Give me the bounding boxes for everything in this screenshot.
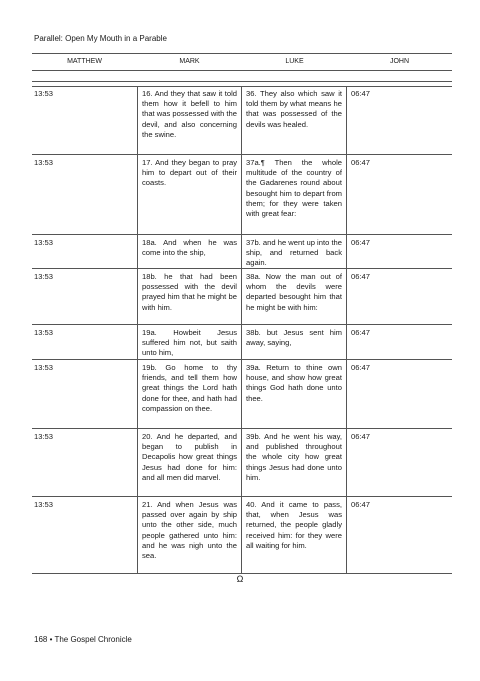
mark-verse: 16. And they that saw it told them how it befell to him that was possessed with the devil, and also concerning the swine. [137, 86, 242, 154]
john-ref: 06:47 [351, 432, 371, 441]
mark-verse: 19b. Go home to thy friends, and tell them how great things the Lord hath done for thee, and hath had compassion on thee. [137, 360, 242, 428]
mark-verse: 20. And he departed, and began to publish in Decapolis how great things Jesus had done for him: and all men did marvel. [137, 429, 242, 496]
matthew-ref: 13:53 [34, 500, 54, 509]
luke-verse: 39b. And he went his way, and published throughout the whole city how great things Jesus had done unto him. [242, 429, 347, 496]
john-ref: 06:47 [351, 500, 371, 509]
john-ref: 06:47 [351, 328, 371, 337]
matthew-ref: 13:53 [34, 328, 54, 337]
mark-verse: 17. And they began to pray him to depart out of their coasts. [137, 155, 242, 234]
column-header-john: JOHN [389, 58, 410, 65]
matthew-ref: 13:53 [34, 432, 54, 441]
mark-verse: 19a. Howbeit Jesus suffered him not, but saith unto him, [137, 325, 242, 361]
column-header-row [32, 53, 452, 71]
column-header-matthew: MATTHEW [67, 58, 102, 65]
mark-verse: 18b. he that had been possessed with the devil prayed him that he might be with him. [137, 269, 242, 324]
table-row [32, 155, 452, 235]
luke-verse: 37b. and he went up into the ship, and returned back again. [242, 235, 347, 271]
luke-verse: 38b. but Jesus sent him away, saying, [242, 325, 347, 361]
luke-verse: 39a. Return to thine own house, and show how great things God hath done unto thee. [242, 360, 347, 428]
john-ref: 06:47 [351, 238, 371, 247]
end-mark: Ω [236, 574, 244, 584]
luke-verse: 37a.¶ Then the whole multitude of the country of the Gadarenes round about besought him to depart from them; for they were taken with great fear: [242, 155, 347, 234]
table-row [32, 269, 452, 325]
john-ref: 06:47 [351, 272, 371, 281]
table-row [32, 360, 452, 429]
mark-verse: 18a. And when he was come into the ship, [137, 235, 242, 271]
matthew-ref: 13:53 [34, 238, 54, 247]
john-ref: 06:47 [351, 158, 371, 167]
matthew-ref: 13:53 [34, 158, 54, 167]
john-ref: 06:47 [351, 89, 371, 98]
page-title: Parallel: Open My Mouth in a Parable [34, 34, 167, 43]
table-row [32, 325, 452, 360]
mark-verse: 21. And when Jesus was passed over again by ship unto the other side, much people gathered unto him: and he was nigh unto the sea. [137, 497, 242, 573]
matthew-ref: 13:53 [34, 89, 54, 98]
matthew-ref: 13:53 [34, 363, 54, 372]
luke-verse: 40. And it came to pass, that, when Jesus was returned, the people gladly received him: for they were all waiting for him. [242, 497, 347, 573]
table-row [32, 86, 452, 155]
john-ref: 06:47 [351, 363, 371, 372]
luke-verse: 36. They also which saw it told them by what means he that was possessed of the devils was healed. [242, 86, 347, 154]
table-row [32, 497, 452, 574]
table-row [32, 235, 452, 269]
column-header-mark: MARK [179, 58, 200, 65]
page-footer: 168 • The Gospel Chronicle [34, 635, 132, 644]
parallel-table [32, 86, 452, 574]
table-row [32, 429, 452, 497]
column-header-luke: LUKE [285, 58, 304, 65]
luke-verse: 38a. Now the man out of whom the devils were departed besought him that he might be with him: [242, 269, 347, 324]
matthew-ref: 13:53 [34, 272, 54, 281]
